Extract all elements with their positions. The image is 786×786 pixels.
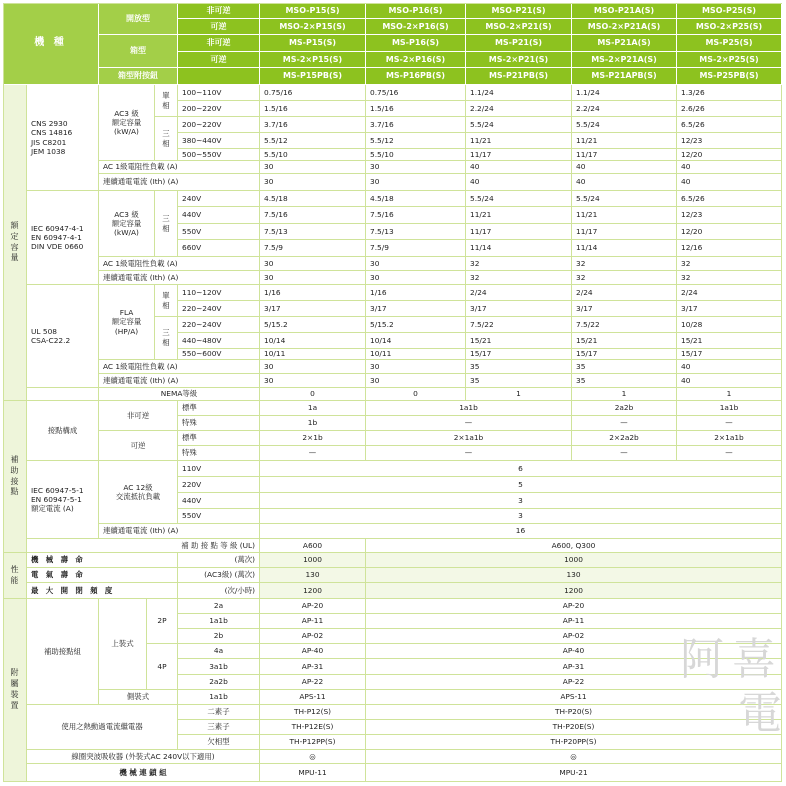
- rated-g1-value: 0.75/16: [366, 85, 466, 101]
- rated-g3-value: 3/17: [466, 301, 572, 317]
- rated-g2-value: 12/16: [677, 240, 782, 257]
- rated-g1-ith-value: 40: [466, 174, 572, 191]
- model-cell: MS-P15PB(S): [260, 68, 366, 85]
- rated-g3-value: 7.5/22: [572, 317, 677, 333]
- acc-interlock-b: MPU-21: [366, 764, 782, 782]
- aux-ac12-value: 3: [260, 509, 782, 524]
- acc-surge-label: 線圈突波吸收器 (外裝式AC 240V以下適用): [27, 750, 260, 764]
- aux-config-value: 1b: [260, 416, 366, 431]
- rated-g1-value: 11/21: [572, 133, 677, 149]
- aux-standards: IEC 60947-5-1 EN 60947-5-1 額定電流 (A): [27, 461, 99, 539]
- rated-g1-value: 5.5/12: [260, 133, 366, 149]
- rated-g1-ac1-label: AC 1級電阻性負載 (A): [99, 161, 260, 174]
- rated-g2-ith-value: 32: [677, 271, 782, 285]
- rated-g1-single-phase: 單 相: [155, 85, 178, 117]
- rated-g3-value: 3/17: [572, 301, 677, 317]
- acc-aux-contact: 2a2b: [178, 675, 260, 690]
- rated-g2-value: 6.5/26: [677, 191, 782, 207]
- rated-g1-ac1-value: 40: [572, 161, 677, 174]
- rated-g3-value: 10/14: [366, 333, 466, 349]
- acc-aux-model-a: AP-22: [260, 675, 366, 690]
- aux-config-value: 2×1a1b: [677, 431, 782, 446]
- aux-config-label: 接點構成: [27, 401, 99, 461]
- rated-g3-ith-value: 35: [572, 374, 677, 388]
- rated-g3-voltage: 440~480V: [178, 333, 260, 349]
- acc-relay-model-b: TH-P20E(S): [366, 720, 782, 735]
- rated-g1-voltage: 380~440V: [178, 133, 260, 149]
- rated-g2-value: 7.5/16: [260, 207, 366, 224]
- acc-aux-contact: 3a1b: [178, 659, 260, 675]
- aux-ith-value: 16: [260, 524, 782, 539]
- aux-ac12-voltage: 220V: [178, 477, 260, 493]
- rated-g2-ac1-value: 30: [260, 257, 366, 271]
- acc-side-mount: 側裝式: [99, 690, 178, 705]
- rated-g2-ith-value: 32: [466, 271, 572, 285]
- aux-config-value: 1a1b: [366, 401, 572, 416]
- rated-g2-value: 11/14: [466, 240, 572, 257]
- section-performance: 性 能: [3, 553, 27, 599]
- header-box-type: 箱型: [99, 35, 178, 68]
- model-cell: MSO-P21A(S): [572, 3, 677, 19]
- acc-top-mount: 上裝式: [99, 599, 147, 690]
- rated-g2-ith-value: 32: [572, 271, 677, 285]
- acc-relay-type: 二素子: [178, 705, 260, 720]
- rated-g3-value: 1/16: [366, 285, 466, 301]
- nema-spacer: [27, 388, 99, 401]
- aux-config-value: 2a2b: [572, 401, 677, 416]
- model-cell: MS-P15(S): [260, 35, 366, 52]
- aux-config-value: —: [260, 446, 366, 461]
- rated-g1-three-phase: 三 相: [155, 117, 178, 161]
- perf-value-b: 1200: [366, 583, 782, 599]
- rated-g2-value: 4.5/18: [260, 191, 366, 207]
- rated-g3-value: 15/21: [677, 333, 782, 349]
- perf-value-b: 130: [366, 568, 782, 583]
- perf-value-b: 1000: [366, 553, 782, 568]
- rated-g1-value: 11/17: [466, 149, 572, 161]
- rated-g3-value: 2/24: [677, 285, 782, 301]
- rated-g3-value: 15/17: [572, 349, 677, 360]
- rated-g2-ac1-value: 30: [366, 257, 466, 271]
- rated-g1-value: 1.3/26: [677, 85, 782, 101]
- rated-g1-value: 3.7/16: [260, 117, 366, 133]
- rated-g2-ith-label: 連續通電電流 (Ith) (A): [99, 271, 260, 285]
- rated-g3-value: 7.5/22: [466, 317, 572, 333]
- nema-value: 0: [260, 388, 366, 401]
- model-cell: MS-2×P16(S): [366, 52, 466, 68]
- aux-grade-b: A600, Q300: [366, 539, 782, 553]
- rated-g3-value: 10/28: [677, 317, 782, 333]
- rated-g1-value: 1.5/16: [260, 101, 366, 117]
- rated-g2-voltage: 660V: [178, 240, 260, 257]
- header-sub-1: 可逆: [178, 19, 260, 35]
- rated-g3-ac1-value: 30: [260, 360, 366, 374]
- acc-2p: 2P: [147, 599, 178, 644]
- rated-g1-value: 6.5/26: [677, 117, 782, 133]
- rated-g1-value: 1.1/24: [466, 85, 572, 101]
- acc-relay-model-b: TH-P20(S): [366, 705, 782, 720]
- rated-g1-ac1-value: 40: [677, 161, 782, 174]
- rated-g2-value: 11/17: [466, 224, 572, 240]
- rated-g3-value: 1/16: [260, 285, 366, 301]
- aux-config-value: 1a: [260, 401, 366, 416]
- aux-ac12-voltage: 440V: [178, 493, 260, 509]
- rated-g2-ith-value: 30: [260, 271, 366, 285]
- perf-label: 電 氣 壽 命: [27, 568, 178, 583]
- aux-config-value: —: [677, 446, 782, 461]
- acc-relay-type: 欠相型: [178, 735, 260, 750]
- model-cell: MS-2×P21(S): [466, 52, 572, 68]
- acc-4p: 4P: [147, 644, 178, 690]
- rated-g2-three-phase: 三 相: [155, 191, 178, 257]
- model-cell: MS-2×P15(S): [260, 52, 366, 68]
- rated-g2-voltage: 240V: [178, 191, 260, 207]
- rated-g1-ith-label: 連續通電電流 (Ith) (A): [99, 174, 260, 191]
- rated-g3-voltage: 110~120V: [178, 285, 260, 301]
- model-cell: MSO-2×P21(S): [466, 19, 572, 35]
- rated-g1-ac1-value: 30: [260, 161, 366, 174]
- rated-g1-value: 1.1/24: [572, 85, 677, 101]
- rated-g3-standards: UL 508 CSA-C22.2: [27, 285, 99, 388]
- rated-g1-value: 12/20: [677, 149, 782, 161]
- perf-unit: (AC3級) (萬次): [178, 568, 260, 583]
- rated-g2-value: 5.5/24: [572, 191, 677, 207]
- watermark-char-2: 喜: [732, 634, 776, 685]
- perf-value-a: 130: [260, 568, 366, 583]
- model-cell: MS-P25PB(S): [677, 68, 782, 85]
- acc-aux-group: 補助接點組: [27, 599, 99, 705]
- acc-relay-label: 使用之熱動過電流繼電器: [27, 705, 178, 750]
- rated-g3-ith-value: 40: [677, 374, 782, 388]
- nema-value: 0: [366, 388, 466, 401]
- aux-config-value: 2×1b: [260, 431, 366, 446]
- acc-surge-b: ◎: [366, 750, 782, 764]
- rated-g1-voltage: 200~220V: [178, 117, 260, 133]
- perf-unit: (次/小時): [178, 583, 260, 599]
- perf-value-a: 1000: [260, 553, 366, 568]
- acc-relay-model-a: TH-P12E(S): [260, 720, 366, 735]
- model-cell: MSO-P25(S): [677, 3, 782, 19]
- aux-ac12-value: 5: [260, 477, 782, 493]
- aux-config-type: 標準: [178, 401, 260, 416]
- rated-g3-voltage: 220~240V: [178, 317, 260, 333]
- watermark-char-3: 電: [738, 688, 782, 739]
- rated-g3-value: 10/14: [260, 333, 366, 349]
- model-cell: MSO-2×P21A(S): [572, 19, 677, 35]
- section-accessories: 附 屬 裝 置: [3, 599, 27, 782]
- rated-g1-value: 2.2/24: [466, 101, 572, 117]
- aux-config-value: 1a1b: [677, 401, 782, 416]
- rated-g2-ac1-value: 32: [466, 257, 572, 271]
- aux-config-value: —: [572, 416, 677, 431]
- aux-grade-label: 補 助 接 點 等 級 (UL): [27, 539, 260, 553]
- rated-g1-value: 5.5/24: [572, 117, 677, 133]
- aux-ith-label: 連續通電電流 (Ith) (A): [99, 524, 260, 539]
- rated-g2-value: 12/20: [677, 224, 782, 240]
- aux-nonrev: 非可逆: [99, 401, 178, 431]
- rated-g1-value: 5.5/24: [466, 117, 572, 133]
- rated-g1-ac1-value: 30: [366, 161, 466, 174]
- header-sub-4: [178, 68, 260, 85]
- rated-g2-value: 4.5/18: [366, 191, 466, 207]
- rated-g3-ac1-value: 35: [466, 360, 572, 374]
- model-cell: MSO-2×P16(S): [366, 19, 466, 35]
- aux-config-value: —: [366, 416, 572, 431]
- model-cell: MSO-2×P25(S): [677, 19, 782, 35]
- watermark-char-1: 阿: [680, 634, 724, 685]
- rated-g1-value: 5.5/10: [366, 149, 466, 161]
- acc-aux-model-b: AP-11: [366, 614, 782, 629]
- nema-value: 1: [677, 388, 782, 401]
- rated-g1-standards: CNS 2930 CNS 14816 JIS C8201 JEM 1038: [27, 85, 99, 191]
- acc-aux-model-b: AP-02: [366, 629, 782, 644]
- rated-g1-ith-value: 40: [677, 174, 782, 191]
- rated-g3-three-phase: 三 相: [155, 317, 178, 360]
- rated-g2-ith-value: 30: [366, 271, 466, 285]
- rated-g3-value: 3/17: [260, 301, 366, 317]
- rated-g2-ac1-value: 32: [572, 257, 677, 271]
- rated-g2-voltage: 440V: [178, 207, 260, 224]
- rated-g1-value: 5.5/12: [366, 133, 466, 149]
- rated-g3-ac1-value: 40: [677, 360, 782, 374]
- acc-aux-model-b: AP-40: [366, 644, 782, 659]
- perf-unit: (萬次): [178, 553, 260, 568]
- acc-aux-model-b: AP-20: [366, 599, 782, 614]
- rated-g3-voltage: 550~600V: [178, 349, 260, 360]
- nema-value: 1: [466, 388, 572, 401]
- perf-label: 機 械 壽 命: [27, 553, 178, 568]
- model-cell: MS-P21PB(S): [466, 68, 572, 85]
- rated-g3-value: 15/17: [466, 349, 572, 360]
- model-cell: MS-P25(S): [677, 35, 782, 52]
- acc-aux-model-a: APS-11: [260, 690, 366, 705]
- rated-g3-value: 10/11: [366, 349, 466, 360]
- acc-aux-model-a: AP-02: [260, 629, 366, 644]
- rated-g1-value: 11/17: [572, 149, 677, 161]
- acc-surge-a: ◎: [260, 750, 366, 764]
- aux-ac12-value: 6: [260, 461, 782, 477]
- rated-g3-value: 2/24: [572, 285, 677, 301]
- rated-g1-ith-value: 30: [366, 174, 466, 191]
- rated-g3-value: 15/21: [466, 333, 572, 349]
- header-open-type: 開放型: [99, 3, 178, 35]
- rated-g2-label: AC3 級 額定容量 (kW/A): [99, 191, 155, 257]
- rated-g2-value: 11/14: [572, 240, 677, 257]
- header-sub-0: 非可逆: [178, 3, 260, 19]
- rated-g3-value: 5/15.2: [260, 317, 366, 333]
- rated-g1-ith-value: 40: [572, 174, 677, 191]
- rated-g1-value: 2.6/26: [677, 101, 782, 117]
- model-cell: MS-P21APB(S): [572, 68, 677, 85]
- acc-interlock-label: 機 械 連 鎖 組: [27, 764, 260, 782]
- rated-g2-value: 11/17: [572, 224, 677, 240]
- aux-grade-a: A600: [260, 539, 366, 553]
- rated-g3-value: 10/11: [260, 349, 366, 360]
- rated-g1-value: 12/23: [677, 133, 782, 149]
- rated-g3-value: 2/24: [466, 285, 572, 301]
- rated-g3-value: 15/21: [572, 333, 677, 349]
- aux-rev: 可逆: [99, 431, 178, 461]
- rated-g2-value: 5.5/24: [466, 191, 572, 207]
- rated-g2-value: 7.5/9: [260, 240, 366, 257]
- acc-aux-contact: 4a: [178, 644, 260, 659]
- rated-g1-voltage: 100~110V: [178, 85, 260, 101]
- acc-aux-contact: 1a1b: [178, 690, 260, 705]
- acc-relay-model-a: TH-P12PP(S): [260, 735, 366, 750]
- model-cell: MSO-P15(S): [260, 3, 366, 19]
- rated-g1-ac1-value: 40: [466, 161, 572, 174]
- rated-g2-value: 7.5/9: [366, 240, 466, 257]
- rated-g2-ac1-label: AC 1級電阻性負載 (A): [99, 257, 260, 271]
- acc-aux-model-a: AP-11: [260, 614, 366, 629]
- rated-g2-value: 7.5/16: [366, 207, 466, 224]
- rated-g1-value: 5.5/10: [260, 149, 366, 161]
- rated-g1-value: 11/21: [466, 133, 572, 149]
- rated-g3-ith-value: 35: [466, 374, 572, 388]
- aux-config-value: —: [677, 416, 782, 431]
- aux-config-value: —: [572, 446, 677, 461]
- rated-g3-ac1-value: 35: [572, 360, 677, 374]
- rated-g3-ith-value: 30: [366, 374, 466, 388]
- model-cell: MS-P21(S): [466, 35, 572, 52]
- model-cell: MSO-P16(S): [366, 3, 466, 19]
- rated-g3-ac1-label: AC 1級電阻性負載 (A): [99, 360, 260, 374]
- rated-g2-voltage: 550V: [178, 224, 260, 240]
- rated-g1-voltage: 500~550V: [178, 149, 260, 161]
- section-rated-capacity: 額 定 容 量: [3, 85, 27, 401]
- rated-g3-voltage: 220~240V: [178, 301, 260, 317]
- model-cell: MS-P16(S): [366, 35, 466, 52]
- aux-ac12-value: 3: [260, 493, 782, 509]
- rated-g3-value: 15/17: [677, 349, 782, 360]
- aux-config-value: —: [366, 446, 572, 461]
- perf-label: 最 大 開 閉 頻 度: [27, 583, 178, 599]
- aux-config-value: 2×1a1b: [366, 431, 572, 446]
- aux-ac12-label: AC 12級 交流抵抗負載: [99, 461, 178, 524]
- rated-g1-value: 0.75/16: [260, 85, 366, 101]
- aux-ac12-voltage: 110V: [178, 461, 260, 477]
- rated-g3-value: 3/17: [366, 301, 466, 317]
- acc-aux-model-b: AP-31: [366, 659, 782, 675]
- nema-value: 1: [572, 388, 677, 401]
- model-cell: MSO-P21(S): [466, 3, 572, 19]
- rated-g1-value: 1.5/16: [366, 101, 466, 117]
- rated-g2-value: 7.5/13: [260, 224, 366, 240]
- rated-g1-value: 3.7/16: [366, 117, 466, 133]
- acc-aux-model-a: AP-31: [260, 659, 366, 675]
- rated-g1-ith-value: 30: [260, 174, 366, 191]
- acc-aux-model-b: APS-11: [366, 690, 782, 705]
- acc-relay-type: 三素子: [178, 720, 260, 735]
- rated-g3-label: FLA 額定容量 (HP/A): [99, 285, 155, 360]
- rated-g1-voltage: 200~220V: [178, 101, 260, 117]
- acc-aux-model-a: AP-20: [260, 599, 366, 614]
- header-sub-2: 非可逆: [178, 35, 260, 52]
- acc-aux-contact: 1a1b: [178, 614, 260, 629]
- model-cell: MS-2×P21A(S): [572, 52, 677, 68]
- acc-interlock-a: MPU-11: [260, 764, 366, 782]
- rated-g2-standards: IEC 60947-4-1 EN 60947-4-1 DIN VDE 0660: [27, 191, 99, 285]
- aux-config-type: 標準: [178, 431, 260, 446]
- model-cell: MS-P21A(S): [572, 35, 677, 52]
- model-cell: MS-2×P25(S): [677, 52, 782, 68]
- rated-g2-value: 12/23: [677, 207, 782, 224]
- nema-label: NEMA等級: [99, 388, 260, 401]
- aux-config-type: 特殊: [178, 416, 260, 431]
- rated-g1-label: AC3 級 額定容量 (kW/A): [99, 85, 155, 161]
- section-aux-contact: 補 助 接 點: [3, 401, 27, 553]
- acc-aux-contact: 2b: [178, 629, 260, 644]
- rated-g1-value: 2.2/24: [572, 101, 677, 117]
- rated-g3-value: 3/17: [677, 301, 782, 317]
- header-title: 機 種: [3, 3, 99, 85]
- aux-config-type: 特殊: [178, 446, 260, 461]
- aux-config-value: 2×2a2b: [572, 431, 677, 446]
- acc-aux-model-a: AP-40: [260, 644, 366, 659]
- model-cell: MS-P16PB(S): [366, 68, 466, 85]
- acc-relay-model-a: TH-P12(S): [260, 705, 366, 720]
- model-cell: MSO-2×P15(S): [260, 19, 366, 35]
- rated-g2-value: 11/21: [572, 207, 677, 224]
- header-sub-3: 可逆: [178, 52, 260, 68]
- aux-ac12-voltage: 550V: [178, 509, 260, 524]
- header-box-aux: 箱型附按鈕: [99, 68, 178, 85]
- acc-aux-contact: 2a: [178, 599, 260, 614]
- rated-g3-single-phase: 單 相: [155, 285, 178, 317]
- rated-g3-ith-label: 連續通電電流 (Ith) (A): [99, 374, 260, 388]
- acc-aux-model-b: AP-22: [366, 675, 782, 690]
- rated-g3-value: 5/15.2: [366, 317, 466, 333]
- rated-g2-value: 7.5/13: [366, 224, 466, 240]
- rated-g2-ac1-value: 32: [677, 257, 782, 271]
- rated-g3-ac1-value: 30: [366, 360, 466, 374]
- rated-g3-ith-value: 30: [260, 374, 366, 388]
- rated-g2-value: 11/21: [466, 207, 572, 224]
- perf-value-a: 1200: [260, 583, 366, 599]
- acc-relay-model-b: TH-P20PP(S): [366, 735, 782, 750]
